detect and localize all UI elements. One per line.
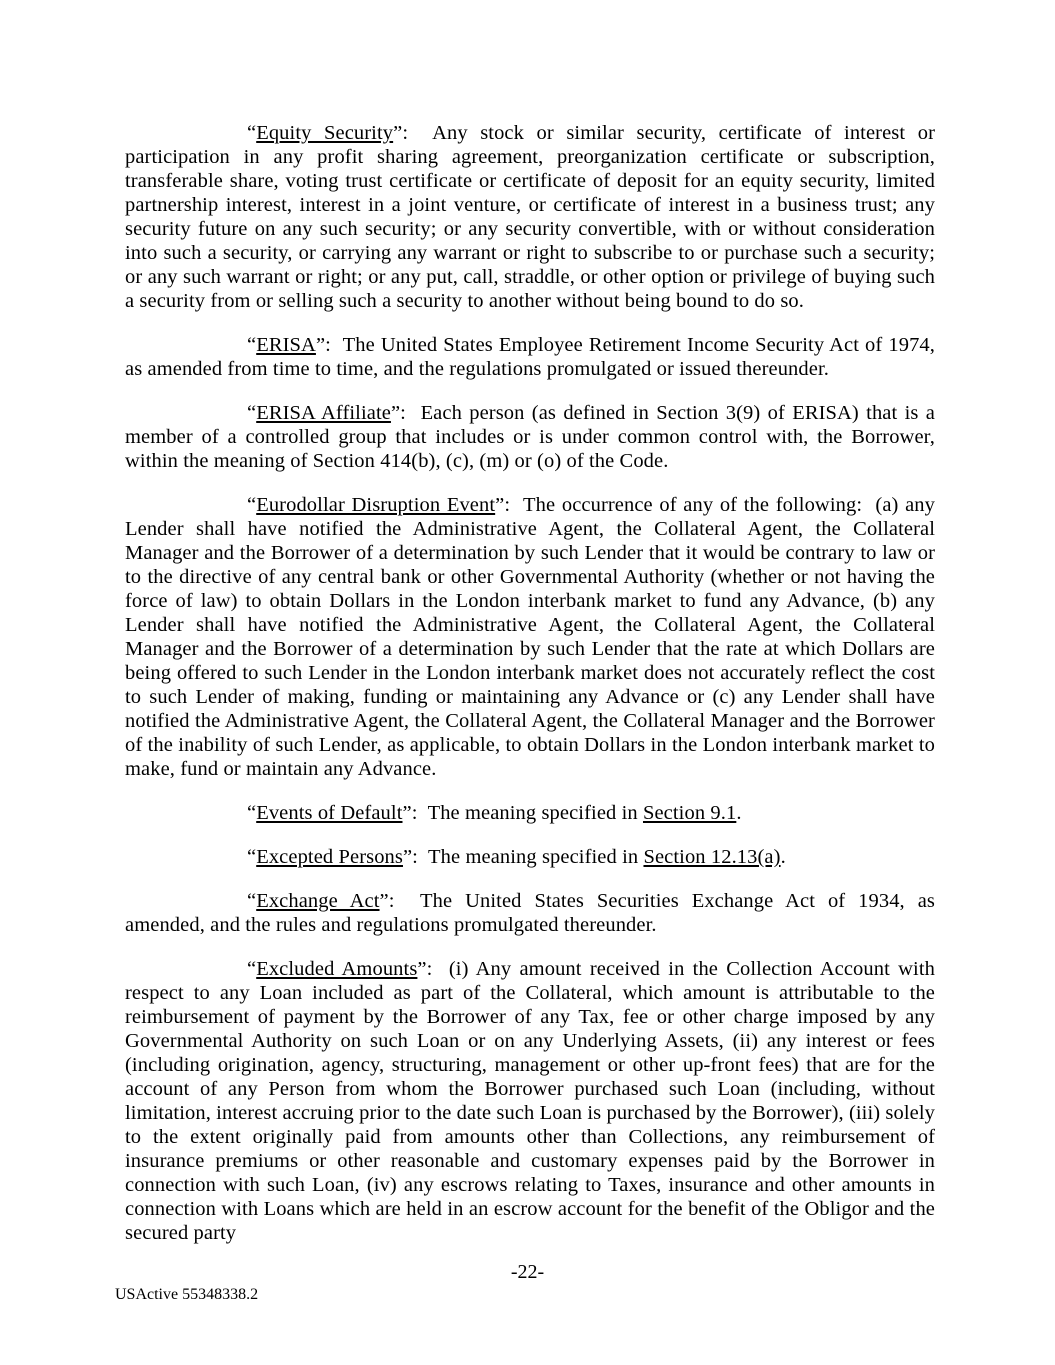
definition-paragraph-exchange-act [125, 889, 935, 937]
body-text-run: ”: The meaning specified in [402, 802, 643, 824]
body-text-run: “ [247, 890, 257, 912]
document-body [125, 121, 935, 1245]
body-text-run: “ [247, 334, 257, 356]
defined-term: Eurodollar Disruption Event [256, 494, 496, 516]
definition-paragraph-eurodollar-disruption-event [125, 493, 935, 781]
body-text-run: ”: (i) Any amount received in the Collection Account with respect to any Loan included as part of the Collateral, which amount is attributable to the reimbursement of payment by the Borrower of any Tax, fee or other charge imposed by any Governmental Authority on such Loan or on any Underlying Assets, (ii) any interest or fees (including origination, agency, structuring, management or other up-front fees) that are for the account of any Person from whom the Borrower purchased such Loan (including, without limitation, interest accruing prior to the date such Loan is purchased by the Borrower), (iii) solely to the extent originally paid from amounts other than Collections, any reimbursement of insurance premiums or other reasonable and customary expenses paid by the Borrower in connection with such Loan, (iv) any escrows relating to Taxes, insurance and other amounts in connection with Loans which are held in an escrow account for the benefit of the Obligor and the secured party [125, 958, 935, 1244]
defined-term: Excepted Persons [256, 846, 403, 868]
defined-term: Exchange Act [256, 890, 380, 912]
body-text-run: “ [247, 402, 257, 424]
defined-term: ERISA [256, 334, 316, 356]
body-text-run: ”: The occurrence of any of the following: (a) any Lender shall have notified the Administrative Agent, the Collateral Agent, the Collateral Manager and the Borrower of a determination by such Lender that it would be contrary to law or to the directive of any central bank or other Governmental Authority (whether or not having the force of law) to obtain Dollars in the London interbank market to fund any Advance, (b) any Lender shall have notified the Administrative Agent, the Collateral Agent, the Collateral Manager and the Borrower of a determination by such Lender that the rate at which Dollars are being offered to such Lender in the London interbank market does not accurately reflect the cost to such Lender of making, funding or maintaining any Advance or (c) any Lender shall have notified the Administrative Agent, the Collateral Agent, the Collateral Manager and the Borrower of the inability of such Lender, as applicable, to obtain Dollars in the London interbank market to make, fund or maintain any Advance. [125, 494, 935, 780]
page-number: -22- [510, 1261, 545, 1283]
footer-doc-id: USActive 55348338.2 [115, 1286, 259, 1303]
body-text-run: ”: Each person (as defined in Section 3(9) of ERISA) that is a member of a controlled group that includes or is under common control with, the Borrower, within the meaning of Section 414(b), (c), (m) or (o) of the Code. [125, 402, 935, 472]
body-text-run: “ [247, 802, 257, 824]
definition-paragraph-erisa [125, 333, 935, 381]
body-text-run: ”: Any stock or similar security, certificate of interest or participation in any profit sharing agreement, preorganization certificate or subscription, transferable share, voting trust certificate or certificate of deposit for an equity security, limited partnership interest, interest in a joint venture, or certificate of interest in a business trust; any security future on any such security; or any security convertible, with or without consideration into such a security, or carrying any warrant or right to subscribe to or purchase such a security; or any such warrant or right; or any put, call, straddle, or other option or privilege of buying such a security from or selling such a security to another without being bound to do so. [125, 122, 935, 312]
body-text-run: . [780, 846, 786, 868]
body-text-run: . [736, 802, 742, 824]
body-text-run: ”: The meaning specified in [402, 846, 644, 868]
section-reference: Section 12.13(a) [643, 846, 781, 868]
definition-paragraph-events-of-default [125, 801, 935, 825]
defined-term: Equity Security [256, 122, 394, 144]
body-text-run: ”: The United States Employee Retirement Income Security Act of 1974, as amended from time to time, and the regulations promulgated or issued thereunder. [125, 334, 935, 380]
definition-paragraph-erisa-affiliate [125, 401, 935, 473]
body-text-run: ”: The United States Securities Exchange Act of 1934, as amended, and the rules and regulations promulgated thereunder. [125, 890, 935, 936]
body-text-run: “ [247, 122, 257, 144]
body-text-run: “ [247, 846, 257, 868]
definition-paragraph-excepted-persons [125, 845, 935, 869]
body-text-run: “ [247, 958, 257, 980]
defined-term: ERISA Affiliate [256, 402, 391, 424]
definition-paragraph-equity-security [125, 121, 935, 313]
body-text-run: “ [247, 494, 257, 516]
defined-term: Excluded Amounts [256, 958, 418, 980]
section-reference: Section 9.1 [642, 802, 737, 824]
definition-paragraph-excluded-amounts [125, 957, 935, 1245]
defined-term: Events of Default [256, 802, 403, 824]
